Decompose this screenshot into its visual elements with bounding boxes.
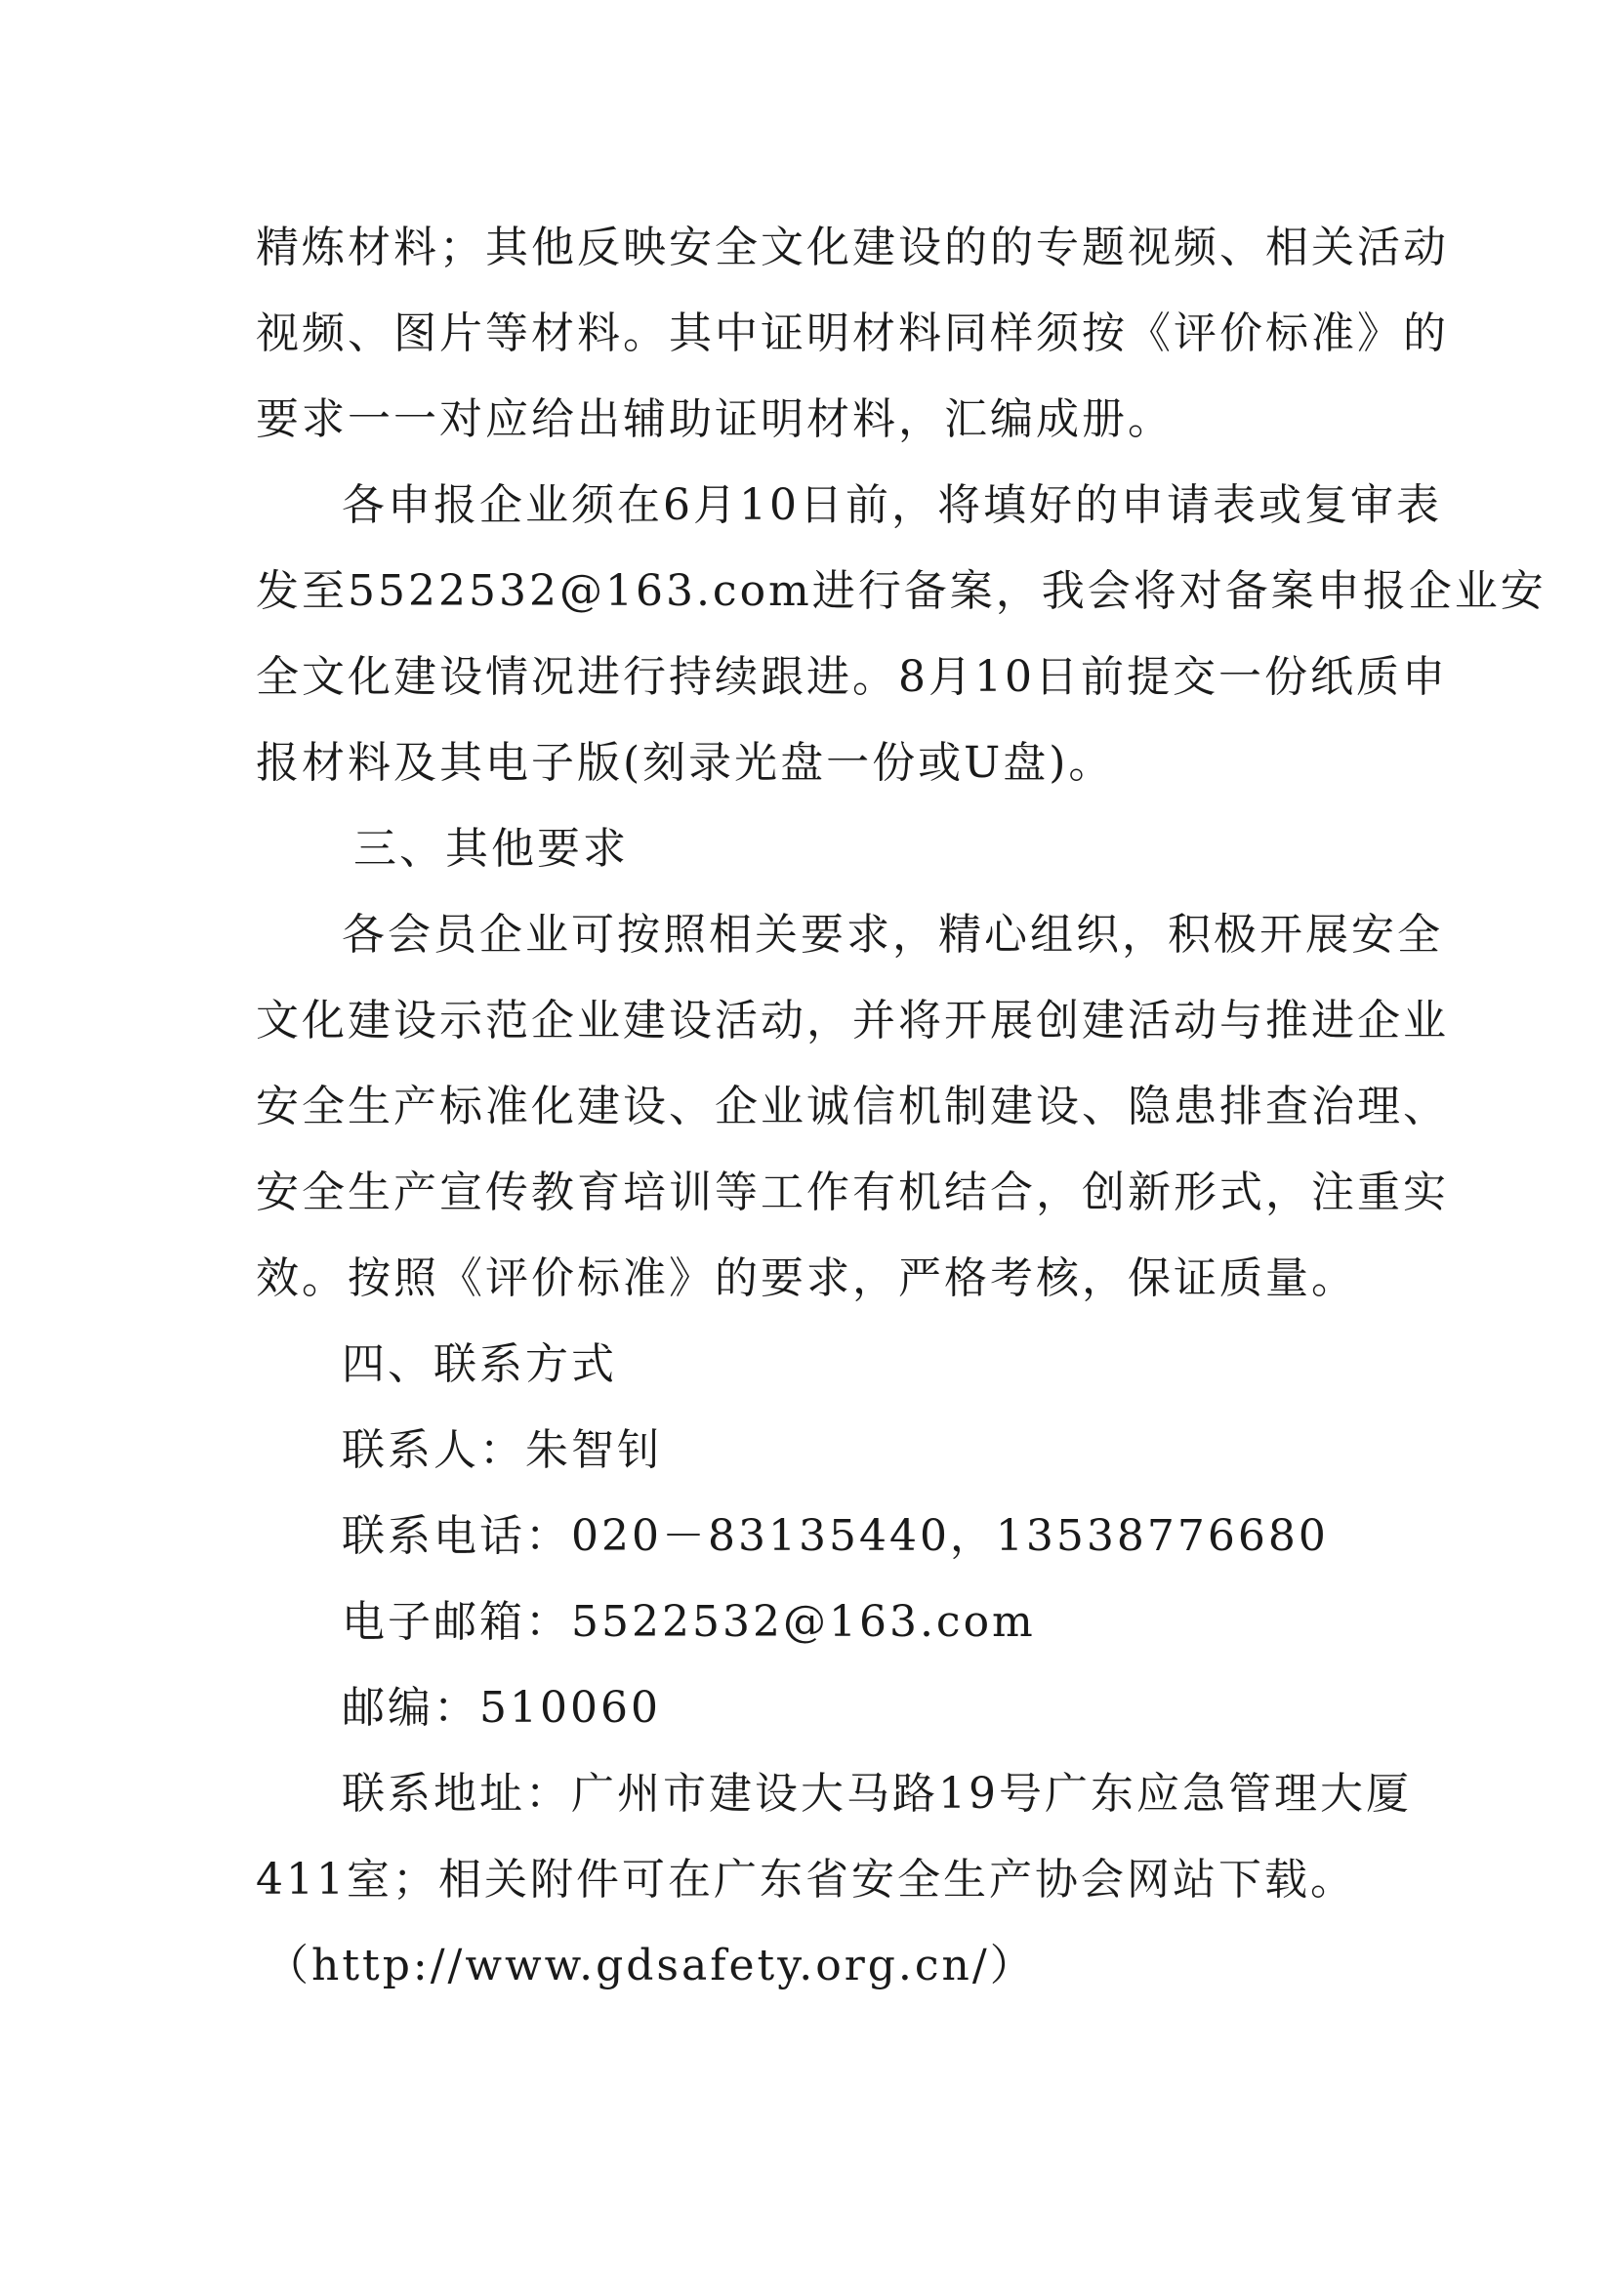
contact-address: 联系地址：广州市建设大马路19号广东应急管理大厦 (342, 1769, 1412, 1819)
contact-address-continued: 411室；相关附件可在广东省安全生产协会网站下载。 (256, 1855, 1356, 1905)
contact-person: 联系人：朱智钊 (342, 1425, 663, 1475)
paragraph-line: 文化建设示范企业建设活动，并将开展创建活动与推进企业 (256, 996, 1449, 1046)
paragraph-line: 发至5522532@163.com进行备案，我会将对备案申报企业安 (256, 566, 1547, 616)
paragraph-line: 要求一一对应给出辅助证明材料，汇编成册。 (256, 394, 1174, 444)
paragraph-line: 安全生产宣传教育培训等工作有机结合，创新形式，注重实 (256, 1168, 1449, 1217)
paragraph-line: 各申报企业须在6月10日前，将填好的申请表或复审表 (342, 480, 1442, 530)
paragraph-line: 全文化建设情况进行持续跟进。8月10日前提交一份纸质申 (256, 652, 1448, 702)
paragraph-line: 精炼材料；其他反映安全文化建设的的专题视频、相关活动 (256, 223, 1449, 272)
paragraph-line: 报材料及其电子版(刻录光盘一份或U盘)。 (256, 738, 1115, 788)
website-url: （http://www.gdsafety.org.cn/） (266, 1941, 1036, 1990)
section-heading-other-requirements: 三、其他要求 (353, 824, 629, 874)
contact-postcode: 邮编：510060 (342, 1683, 661, 1733)
paragraph-line: 视频、图片等材料。其中证明材料同样须按《评价标准》的 (256, 308, 1449, 358)
paragraph-line: 效。按照《评价标准》的要求，严格考核，保证质量。 (256, 1253, 1357, 1303)
section-heading-contact: 四、联系方式 (342, 1339, 617, 1389)
contact-phone: 联系电话：020－83135440，13538776680 (342, 1511, 1329, 1561)
contact-email: 电子邮箱：5522532@163.com (342, 1597, 1036, 1647)
paragraph-line: 各会员企业可按照相关要求，精心组织，积极开展安全 (342, 910, 1443, 960)
paragraph-line: 安全生产标准化建设、企业诚信机制建设、隐患排查治理、 (256, 1082, 1449, 1131)
